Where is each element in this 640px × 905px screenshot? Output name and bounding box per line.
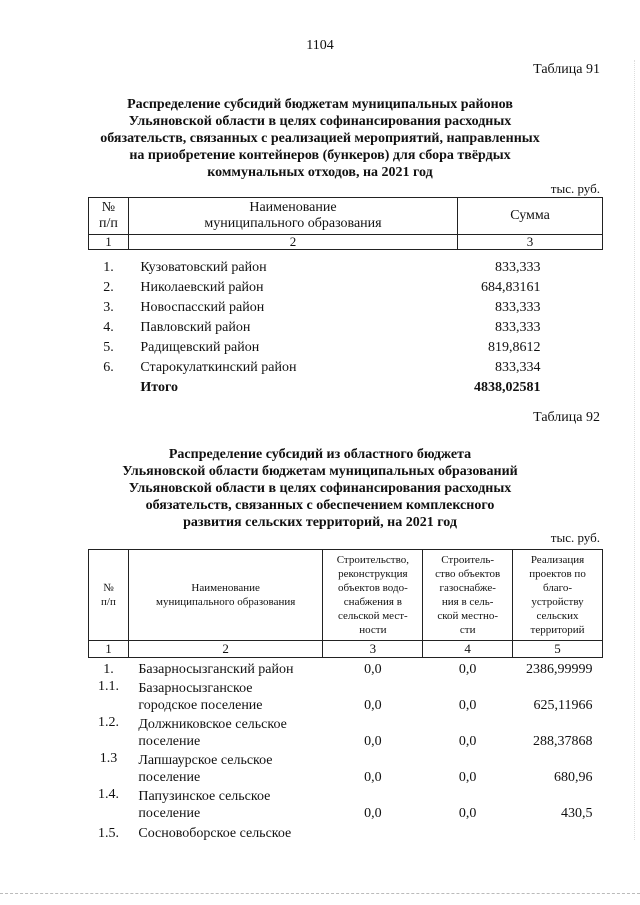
- column-index-row: 1 2 3: [89, 235, 603, 250]
- table-91: [88, 197, 603, 398]
- table-row: 4. Павловский район 833,333: [103, 319, 541, 335]
- table-91-label: Таблица 91: [533, 62, 600, 77]
- scan-edge: [634, 60, 636, 840]
- header-num: № п/п: [89, 198, 129, 235]
- title-line: коммунальных отходов, на 2021 год: [207, 165, 433, 180]
- table-row: 3. Новоспасский район 833,333: [103, 299, 541, 315]
- header-name: Наименование муниципального образования: [128, 198, 457, 235]
- table-row: 1.3 Лапшаурское сельское поселение 0,0 0,0 680,96: [99, 751, 593, 785]
- header-name: Наименование муниципального образования: [128, 550, 323, 641]
- title-line: на приобретение контейнеров (бункеров) для сбора твёрдых: [129, 148, 511, 163]
- table-92-title: [60, 446, 580, 531]
- table-row: 1.1. Базарносызганское городское поселение 0,0 0,0 625,11966: [97, 679, 593, 713]
- title-line: обязательств, связанных с реализацией мероприятий, направленных: [100, 131, 540, 146]
- table-92-label: Таблица 92: [533, 410, 600, 425]
- table-header-row: [89, 550, 603, 641]
- header-num: № п/п: [89, 550, 129, 641]
- table-row: 2. Николаевский район 684,83161: [103, 279, 541, 295]
- table-row: 5. Радищевский район 819,8612: [103, 339, 541, 355]
- table-row: 6. Старокулаткинский район 833,334: [103, 359, 541, 375]
- table-row: 1. Базарносызганский район 0,0 0,0 2386,99999: [103, 662, 593, 677]
- table-92: [88, 549, 603, 842]
- table-row: 1. Кузоватовский район 833,333: [103, 259, 541, 275]
- table-header-row: [89, 198, 603, 235]
- table-91-units: тыс. руб.: [550, 181, 600, 196]
- column-index-row: 1 2 3 4 5: [89, 641, 603, 658]
- header-gas-supply: Строитель- ство объектов газоснабже- ния в сель- ской местно- сти: [423, 550, 513, 641]
- header-improvement: Реализация проектов по благо- устройству сельских территорий: [513, 550, 603, 641]
- header-sum: Сумма: [458, 198, 603, 235]
- title-line: Ульяновской области в целях софинансирования расходных: [128, 481, 512, 496]
- table-row: 1.5. Сосновоборское сельское: [97, 826, 292, 841]
- title-line: Распределение субсидий из областного бюджета: [168, 447, 472, 462]
- table-total-row: Итого 4838,02581: [140, 379, 541, 395]
- table-row: 1.2. Должниковское сельское поселение 0,0 0,0 288,37868: [97, 715, 593, 749]
- header-water-supply: Строительство, реконструкция объектов водо- снабжения в сельской мест- ности: [323, 550, 423, 641]
- title-line: Ульяновской области бюджетам муниципальных образований: [122, 464, 518, 479]
- table-92-units: тыс. руб.: [550, 530, 600, 545]
- title-line: обязательств, связанных с обеспечением комплексного: [145, 498, 495, 513]
- table-row: 1.4. Папузинское сельское поселение 0,0 0,0 430,5: [97, 787, 593, 821]
- title-line: Ульяновской области в целях софинансирования расходных: [128, 114, 512, 129]
- table-91-title: [60, 96, 580, 181]
- title-line: Распределение субсидий бюджетам муниципальных районов: [127, 97, 513, 112]
- scan-artifact-line: [0, 893, 640, 895]
- page-number: 1104: [306, 38, 334, 53]
- title-line: развития сельских территорий, на 2021 год: [183, 515, 457, 530]
